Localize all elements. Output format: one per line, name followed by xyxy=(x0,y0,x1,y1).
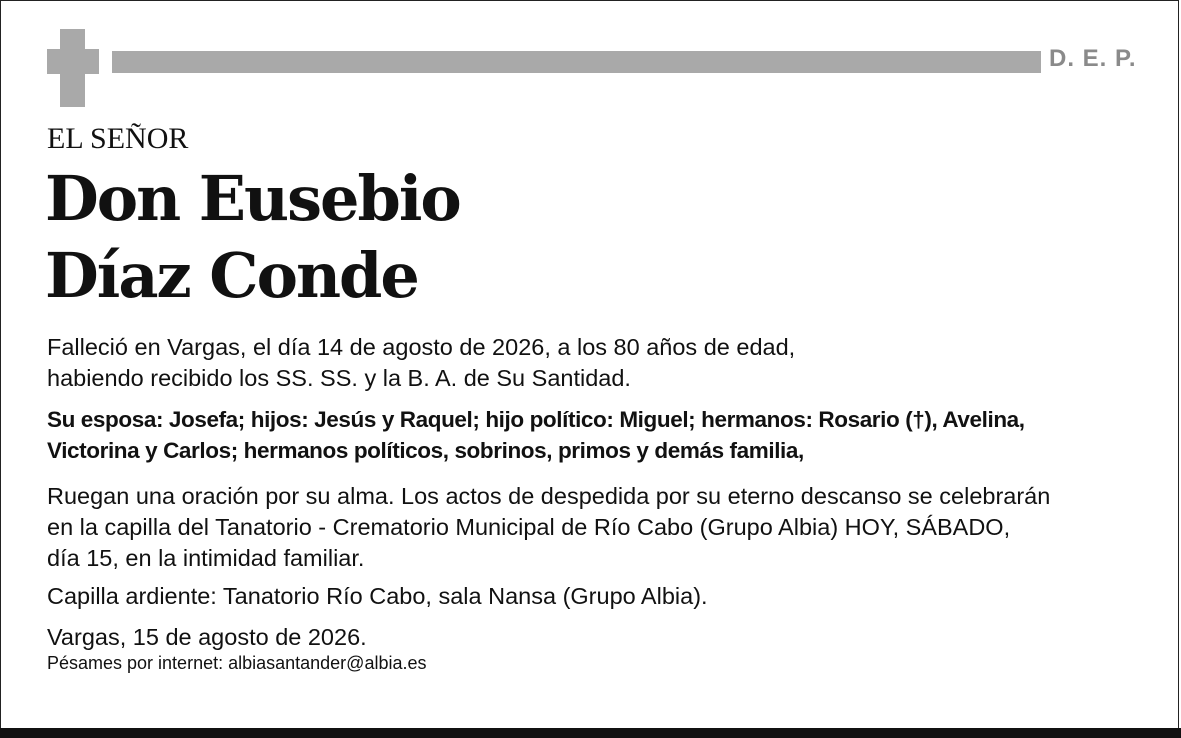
deceased-name-line2: Díaz Conde xyxy=(45,239,418,312)
family-paragraph xyxy=(47,404,1147,466)
family-line: Su esposa: Josefa; hijos: Jesús y Raquel; hijo político: Miguel; hermanos: Rosario (†), Avelina, xyxy=(47,407,1025,432)
pre-title: EL SEÑOR xyxy=(47,122,189,155)
chapel-line: Capilla ardiente: Tanatorio Río Cabo, sala Nansa (Grupo Albia). xyxy=(47,583,708,609)
cross-icon-horizontal-bar xyxy=(47,49,99,74)
condolences-email-line: Pésames por internet: albiasantander@albia.es xyxy=(47,653,427,673)
ceremony-line: en la capilla del Tanatorio - Crematorio Municipal de Río Cabo (Grupo Albia) HOY, SÁBADO, xyxy=(47,514,1011,540)
dep-label: D. E. P. xyxy=(1049,45,1137,72)
header-rule xyxy=(112,51,1041,73)
place-date-line: Vargas, 15 de agosto de 2026. xyxy=(47,624,367,650)
ceremony-line: día 15, en la intimidad familiar. xyxy=(47,545,365,571)
deceased-name-line1: Don Eusebio xyxy=(45,162,460,235)
death-notice-paragraph xyxy=(47,332,1147,394)
family-line: Victorina y Carlos; hermanos políticos, sobrinos, primos y demás familia, xyxy=(47,438,804,463)
bottom-rule xyxy=(0,728,1181,738)
ceremony-line: Ruegan una oración por su alma. Los actos de despedida por su eterno descanso se celebrarán xyxy=(47,483,1051,509)
death-notice-line: habiendo recibido los SS. SS. y la B. A. de Su Santidad. xyxy=(47,365,631,391)
ceremony-paragraph xyxy=(47,481,1147,574)
death-notice-line: Falleció en Vargas, el día 14 de agosto de 2026, a los 80 años de edad, xyxy=(47,334,796,360)
